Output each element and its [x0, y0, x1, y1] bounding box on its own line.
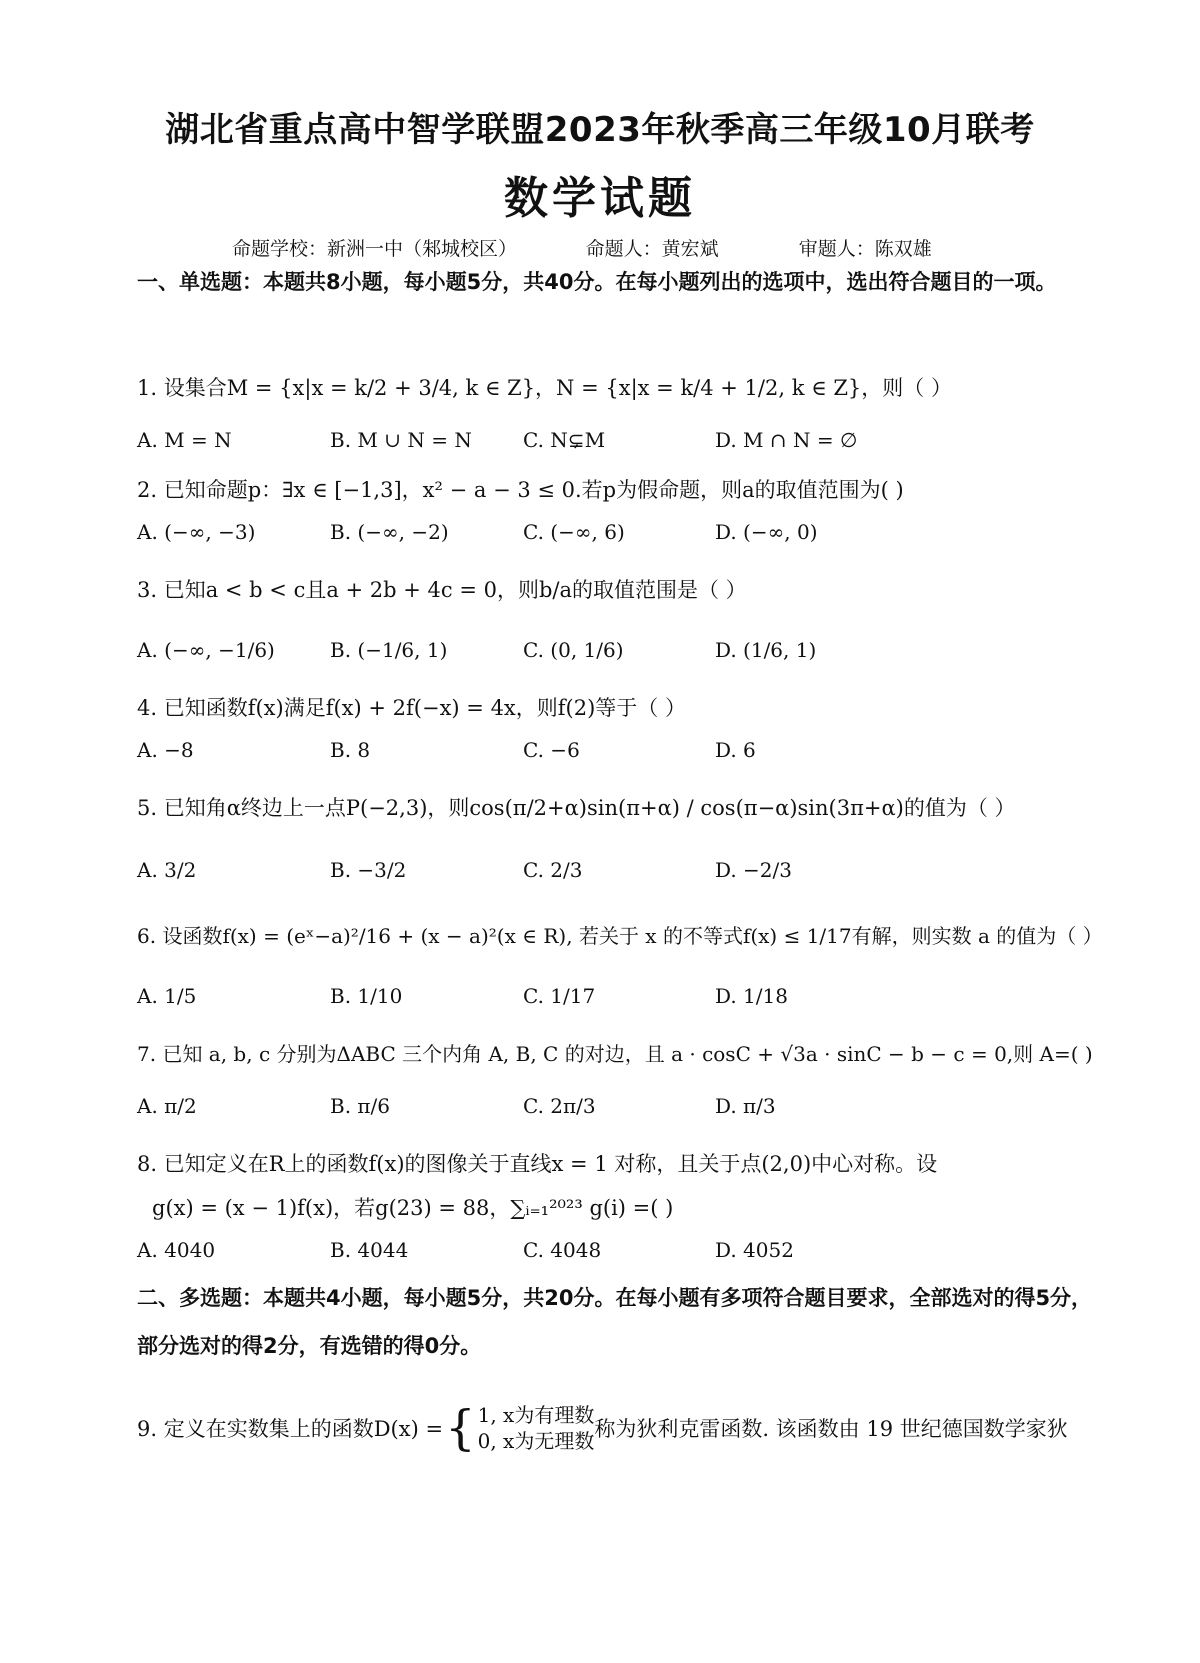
question-3-option-a: A. (−∞, −1/6): [137, 638, 275, 662]
section-2-heading: 二、多选题：本题共4小题，每小题5分，共20分。在每小题有多项符合题目要求，全部选对的得5分，部分选对的得2分，有选错的得0分。: [137, 1286, 1093, 1358]
question-6-option-c: C. 1/17: [523, 984, 596, 1008]
question-6-option-a: A. 1/5: [137, 984, 197, 1008]
question-3-stem: 3. 已知a < b < c且a + 2b + 4c = 0，则b/a的取值范围是（ ）: [137, 578, 747, 602]
question-2-option-d: D. (−∞, 0): [715, 520, 818, 544]
question-1-option-d: D. M ∩ N = ∅: [715, 428, 858, 452]
question-7-stem: 7. 已知 a, b, c 分别为ΔABC 三个内角 A, B, C 的对边，且 a · cosC + √3a · sinC − b − c = 0,则 A=( ): [137, 1042, 1093, 1066]
question-8-option-a: A. 4040: [137, 1238, 216, 1262]
question-7-option-a: A. π/2: [137, 1094, 197, 1118]
question-7-option-d: D. π/3: [715, 1094, 776, 1118]
question-2-stem: 2. 已知命题p：∃x ∈ [−1,3]，x² − a − 3 ≤ 0.若p为假命题，则a的取值范围为( ): [137, 478, 904, 502]
question-8-option-d: D. 4052: [715, 1238, 794, 1262]
question-4-stem: 4. 已知函数f(x)满足f(x) + 2f(−x) = 4x，则f(2)等于（ ）: [137, 696, 686, 720]
question-3-option-b: B. (−1/6, 1): [330, 638, 448, 662]
exam-title: 湖北省重点高中智学联盟2023年秋季高三年级10月联考: [165, 110, 1035, 150]
question-8-option-b: B. 4044: [330, 1238, 409, 1262]
question-9-stem: [137, 1402, 1068, 1454]
exam-subtitle: 数学试题: [504, 173, 696, 224]
question-1-option-a: A. M = N: [137, 428, 232, 452]
question-2-option-a: A. (−∞, −3): [137, 520, 256, 544]
question-6-option-b: B. 1/10: [330, 984, 403, 1008]
question-8-stem: 8. 已知定义在R上的函数f(x)的图像关于直线x = 1 对称，且关于点(2,0)中心对称。设: [137, 1152, 938, 1176]
question-4-option-a: A. −8: [137, 738, 194, 762]
question-7-option-c: C. 2π/3: [523, 1094, 596, 1118]
piecewise-case-2: 0, x为无理数: [477, 1429, 595, 1453]
question-8-option-c: C. 4048: [523, 1238, 602, 1262]
question-5-option-a: A. 3/2: [137, 858, 197, 882]
question-1-option-c: C. N⊊M: [523, 428, 606, 452]
question-7-option-b: B. π/6: [330, 1094, 391, 1118]
piecewise-cases: [478, 1402, 595, 1454]
question-3-option-c: C. (0, 1/6): [523, 638, 624, 662]
exam-meta: 命题学校：新洲一中（邾城校区） 命题人：黄宏斌 审题人：陈双雄: [232, 238, 932, 260]
question-6-stem: 6. 设函数f(x) = (eˣ−a)²/16 + (x − a)²(x ∈ R), 若关于 x 的不等式f(x) ≤ 1/17有解，则实数 a 的值为（ ）: [137, 924, 1103, 948]
question-1-stem: 1. 设集合M = {x|x = k/2 + 3/4, k ∈ Z}，N = {x|x = k/4 + 1/2, k ∈ Z}，则（ ）: [137, 376, 952, 400]
question-6-option-d: D. 1/18: [715, 984, 788, 1008]
question-2-option-b: B. (−∞, −2): [330, 520, 449, 544]
question-5-option-b: B. −3/2: [330, 858, 407, 882]
question-1-option-b: B. M ∪ N = N: [330, 428, 472, 452]
question-2-option-c: C. (−∞, 6): [523, 520, 625, 544]
question-4-option-c: C. −6: [523, 738, 580, 762]
question-5-option-c: C. 2/3: [523, 858, 583, 882]
question-4-option-b: B. 8: [330, 738, 371, 762]
question-3-option-d: D. (1/6, 1): [715, 638, 817, 662]
piecewise-brace: {: [445, 1400, 476, 1456]
piecewise-case-1: 1, x为有理数: [477, 1403, 595, 1427]
question-9-prefix: 9. 定义在实数集上的函数D(x) =: [137, 1417, 444, 1441]
section-1-heading: 一、单选题：本题共8小题，每小题5分，共40分。在每小题列出的选项中，选出符合题目的一项。: [137, 270, 1057, 294]
question-5-stem: 5. 已知角α终边上一点P(−2,3)，则cos(π/2+α)sin(π+α) / cos(π−α)sin(3π+α)的值为（ ）: [137, 796, 1016, 820]
question-8-stem-line-2: g(x) = (x − 1)f(x)，若g(23) = 88，∑ᵢ₌₁²⁰²³ g(i) =( ): [152, 1196, 674, 1220]
question-5-option-d: D. −2/3: [715, 858, 792, 882]
question-4-option-d: D. 6: [715, 738, 756, 762]
question-9-suffix: 称为狄利克雷函数. 该函数由 19 世纪德国数学家狄: [594, 1417, 1068, 1441]
